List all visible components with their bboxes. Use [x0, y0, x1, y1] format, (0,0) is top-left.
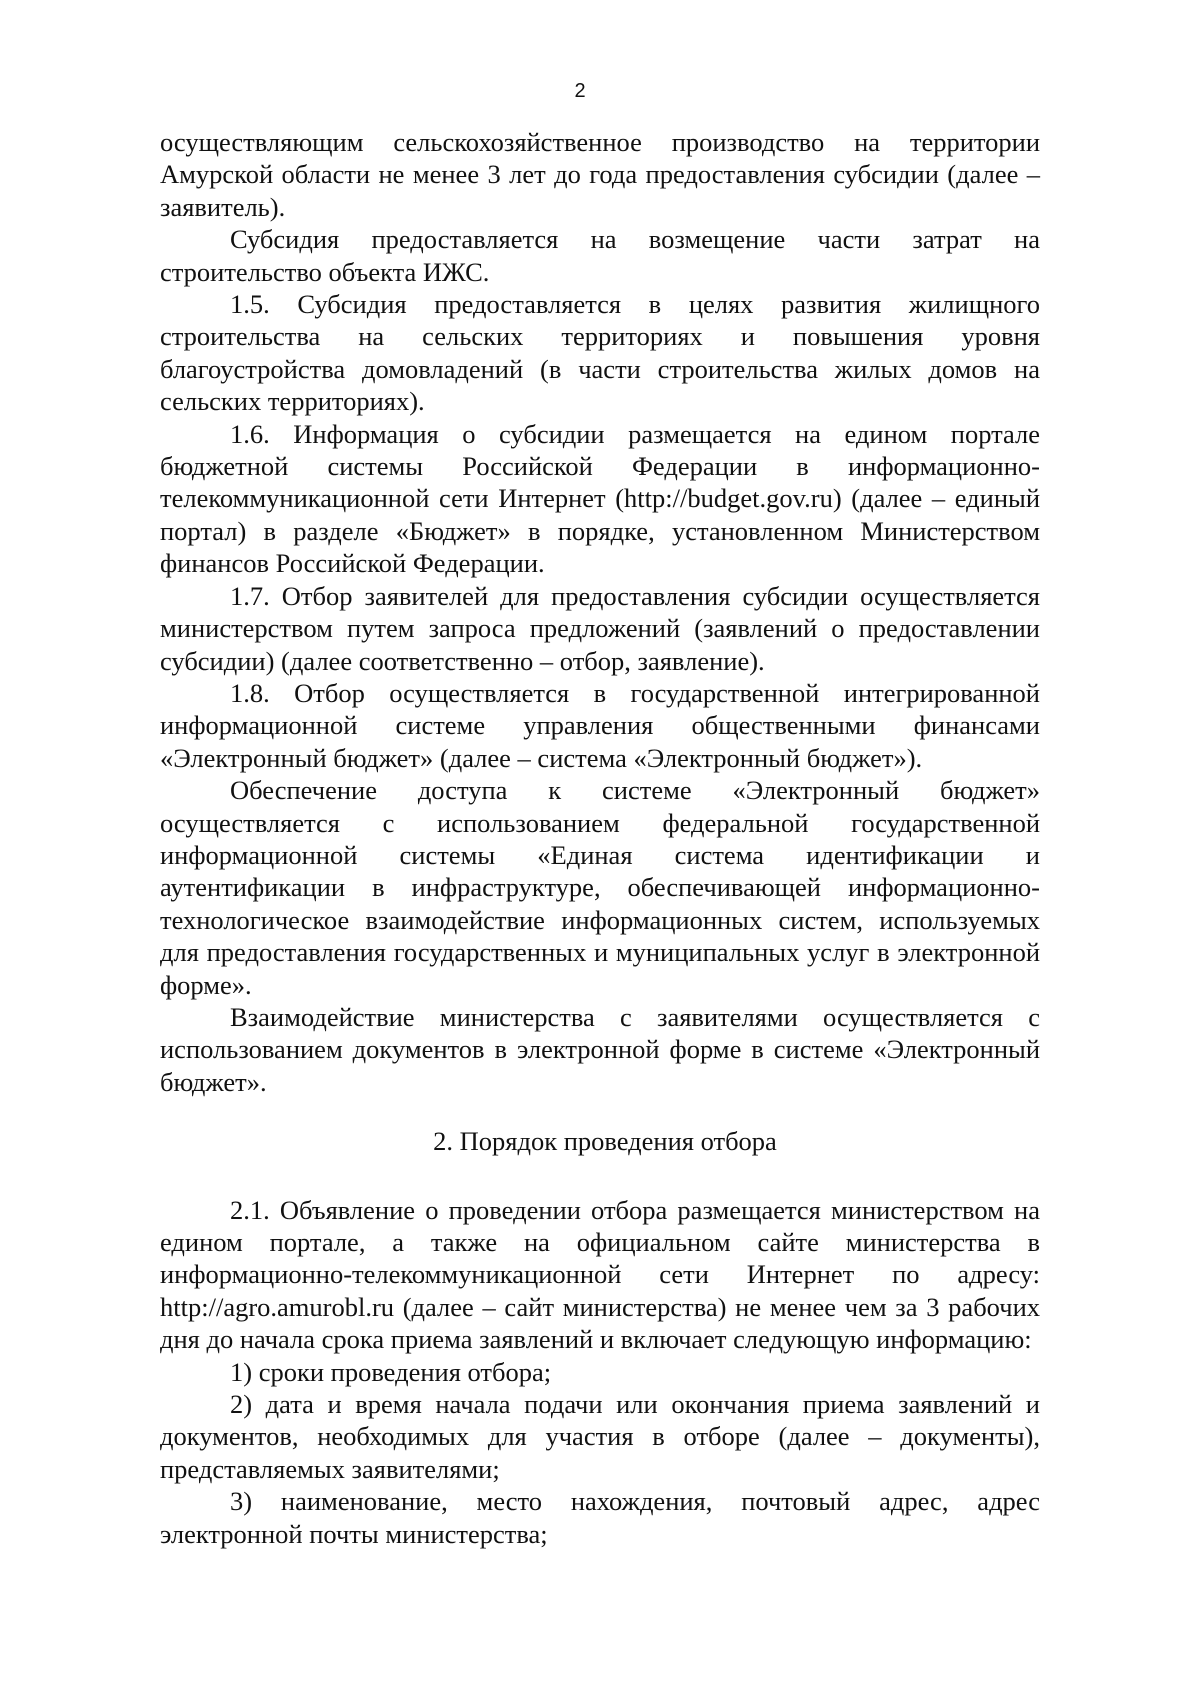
page-number: 2 [574, 80, 586, 102]
paragraph-interaction: Взаимодействие министерства с заявителями осуществляется с использованием документов в электронной форме в системе «Электронный бюджет». [160, 1001, 1040, 1097]
paragraph-access: Обеспечение доступа к системе «Электронный бюджет» осуществляется с использованием федеральной государственной информационной системы «Единая система идентификации и аутентификации в инфраструктуре, обеспечивающей информационно-технологическое взаимодействие информационных систем, используемых для предоставления государственных и муниципальных услуг в электронной форме». [160, 775, 1040, 1000]
paragraph-1-5: 1.5. Субсидия предоставляется в целях развития жилищного строительства на сельских территориях и повышения уровня благоустройства домовладений (в части строительства жилых домов на сельских территориях). [160, 289, 1040, 417]
paragraph-1-6: 1.6. Информация о субсидии размещается на едином портале бюджетной системы Российской Федерации в информационно-телекоммуникационной сети Интернет (http://budget.gov.ru) (далее – единый портал) в разделе «Бюджет» в порядке, установленном Министерством финансов Российской Федерации. [160, 418, 1040, 579]
paragraph-1-8: 1.8. Отбор осуществляется в государственной интегрированной информационной системе управления общественными финансами «Электронный бюджет» (далее – система «Электронный бюджет»). [160, 677, 1040, 773]
paragraph-subsidy-purpose: Субсидия предоставляется на возмещение части затрат на строительство объекта ИЖС. [160, 224, 1040, 287]
paragraph-2-1: 2.1. Объявление о проведении отбора размещается министерством на едином портале, а также на официальном сайте министерства в информационно-телекоммуникационной сети Интернет по адресу: http://agro.amurobl.ru (далее – сайт министерства) не менее чем за 3 рабочих дня до начала срока приема заявлений и включает следующую информацию: [160, 1194, 1040, 1355]
paragraph-1-7: 1.7. Отбор заявителей для предоставления субсидии осуществляется министерством путем запроса предложений (заявлений о предоставлении субсидии) (далее соответственно – отбор, заявление). [160, 580, 1040, 676]
document-body [160, 126, 1040, 1550]
list-item: 2) дата и время начала подачи или окончания приема заявлений и документов, необходимых для участия в отборе (далее – документы), представляемых заявителями; [160, 1389, 1040, 1484]
list-item: 1) сроки проведения отбора; [230, 1356, 552, 1387]
list-item: 3) наименование, место нахождения, почтовый адрес, адрес электронной почты министерства; [160, 1486, 1040, 1549]
paragraph-continuation: осуществляющим сельскохозяйственное производство на территории Амурской области не менее 3 лет до года предоставления субсидии (далее – заявитель). [160, 127, 1040, 222]
section-heading: 2. Порядок проведения отбора [433, 1126, 777, 1157]
